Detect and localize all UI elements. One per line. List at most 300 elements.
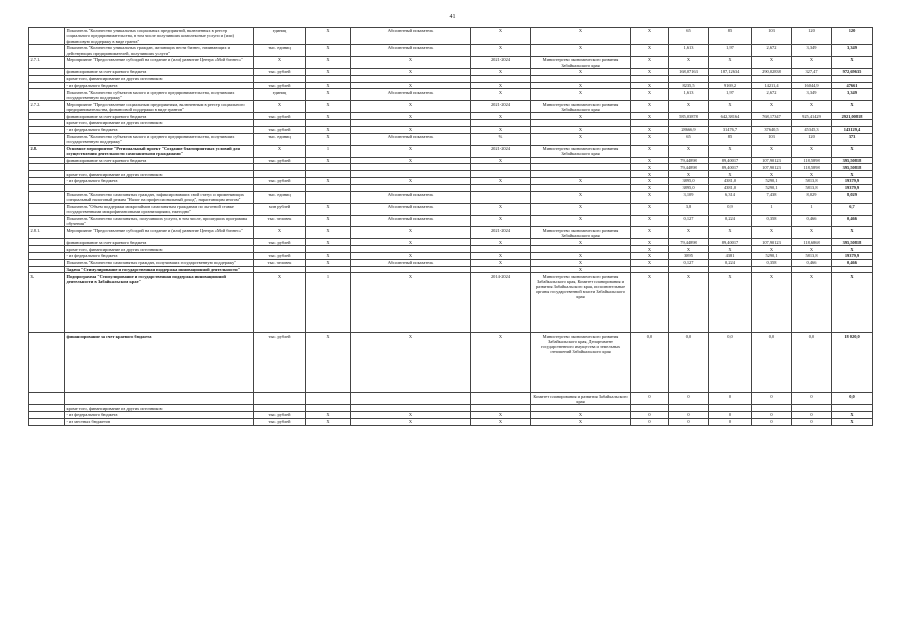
table-row [29, 164, 873, 171]
table-row [29, 178, 873, 185]
row-number-cell [29, 164, 65, 171]
value-cell: 5813,8 [792, 253, 832, 260]
total-cell: X [832, 101, 873, 113]
value-cell: X [631, 191, 669, 203]
executor-cell: X [531, 28, 631, 45]
row-number-cell: 2.7.2. [29, 101, 65, 113]
table-row [29, 273, 873, 333]
value-cell: 2,672 [752, 89, 792, 101]
col-a-cell: X [306, 253, 351, 260]
indicator-type-cell: X [351, 333, 471, 393]
value-cell [752, 405, 792, 412]
col-a-cell: X [306, 82, 351, 89]
value-cell: X [669, 145, 709, 157]
row-number-cell [29, 126, 65, 133]
row-name-cell: Показатель "Количество самозанятых, получивших услуги, в том числе, прошедших программы обучения" [65, 215, 254, 227]
value-cell: 0 [631, 418, 669, 425]
indicator-type-cell [351, 246, 471, 253]
indicator-type-cell: X [351, 253, 471, 260]
indicator-type-cell [351, 393, 471, 405]
indicator-type-cell: X [351, 101, 471, 113]
value-cell: X [792, 101, 832, 113]
value-cell: 0 [709, 393, 752, 405]
indicator-type-cell: Абсолютный показатель [351, 191, 471, 203]
table-row [29, 133, 873, 145]
executor-cell: X [531, 412, 631, 419]
value-cell: 1 [752, 203, 792, 215]
row-name-cell: финансирование за счет краевого бюджета [65, 69, 254, 76]
unit-cell [254, 171, 306, 178]
value-cell: 0,358 [752, 259, 792, 266]
executor-cell: X [531, 259, 631, 266]
indicator-type-cell: X [351, 145, 471, 157]
value-cell: 4381,0 [709, 178, 752, 185]
value-cell: 120 [792, 28, 832, 45]
value-cell: 0,466 [792, 215, 832, 227]
executor-cell: X [531, 191, 631, 203]
value-cell: 103 [752, 28, 792, 45]
period-cell: 2021-2024 [471, 227, 531, 239]
value-cell: 89,40017 [709, 239, 752, 246]
value-cell: 0 [752, 418, 792, 425]
table-row [29, 82, 873, 89]
value-cell: X [752, 57, 792, 69]
total-cell: 972,69635 [832, 69, 873, 76]
table-row [29, 418, 873, 425]
value-cell: X [709, 227, 752, 239]
indicator-type-cell: X [351, 113, 471, 120]
row-number-cell: 2.8.1. [29, 227, 65, 239]
period-cell [471, 120, 531, 127]
value-cell: 5813,8 [792, 178, 832, 185]
value-cell: 118,5898 [792, 164, 832, 171]
total-cell: X [832, 57, 873, 69]
program-table [28, 27, 873, 426]
value-cell: 4381 [709, 253, 752, 260]
indicator-type-cell [351, 120, 471, 127]
table-row [29, 69, 873, 76]
executor-cell: Министерство экономического развития Забайкальского края, Департамент государственного имущества и земельных отношений Забайкальского края [531, 333, 631, 393]
value-cell: X [631, 133, 669, 145]
value-cell: 9169,2 [709, 82, 752, 89]
value-cell: 0,127 [669, 259, 709, 266]
value-cell: X [669, 246, 709, 253]
col-a-cell: X [306, 239, 351, 246]
executor-cell: Министерство экономического развития Забайкальского края [531, 145, 631, 157]
col-a-cell [306, 171, 351, 178]
period-cell [471, 191, 531, 203]
value-cell: 5813,8 [792, 184, 832, 191]
value-cell [669, 75, 709, 82]
unit-cell: тыс. единиц [254, 191, 306, 203]
unit-cell: X [254, 57, 306, 69]
value-cell: X [669, 227, 709, 239]
row-number-cell [29, 69, 65, 76]
value-cell: X [631, 101, 669, 113]
value-cell [631, 75, 669, 82]
indicator-type-cell: X [351, 69, 471, 76]
value-cell: 3,109 [669, 191, 709, 203]
period-cell [471, 246, 531, 253]
indicator-type-cell: X [351, 157, 471, 164]
unit-cell: тыс. рублей [254, 333, 306, 393]
value-cell: 0 [631, 412, 669, 419]
unit-cell [254, 184, 306, 191]
value-cell: 28666,9 [669, 126, 709, 133]
value-cell: X [709, 101, 752, 113]
value-cell: 45345,3 [792, 126, 832, 133]
value-cell: 2,672 [752, 45, 792, 57]
value-cell: X [709, 57, 752, 69]
total-cell: 19379,9 [832, 253, 873, 260]
value-cell: 118,6868 [792, 239, 832, 246]
value-cell: X [631, 171, 669, 178]
executor-cell: X [531, 69, 631, 76]
value-cell: 0,466 [792, 259, 832, 266]
col-a-cell: X [306, 133, 351, 145]
executor-cell: Комитет планирования и развития Забайкальского края [531, 393, 631, 405]
value-cell: 0,224 [709, 215, 752, 227]
value-cell: 16044,9 [792, 82, 832, 89]
row-name-cell: - из федерального бюджета [65, 412, 254, 419]
value-cell [752, 75, 792, 82]
unit-cell: X [254, 273, 306, 333]
col-a-cell: X [306, 126, 351, 133]
row-number-cell [29, 405, 65, 412]
indicator-type-cell [351, 405, 471, 412]
col-a-cell [306, 120, 351, 127]
value-cell [631, 266, 669, 273]
row-number-cell [29, 412, 65, 419]
indicator-type-cell: Абсолютный показатель [351, 45, 471, 57]
row-name-cell: кроме того, финансирование из других источников: [65, 246, 254, 253]
value-cell [631, 120, 669, 127]
row-number-cell: 3. [29, 273, 65, 333]
value-cell: X [631, 69, 669, 76]
executor-cell: X [531, 418, 631, 425]
executor-cell: X [531, 266, 631, 273]
executor-cell: X [531, 45, 631, 57]
row-number-cell [29, 333, 65, 393]
value-cell: 5290,1 [752, 184, 792, 191]
col-a-cell: X [306, 113, 351, 120]
value-cell: 3895 [669, 253, 709, 260]
value-cell: X [709, 145, 752, 157]
indicator-type-cell: X [351, 418, 471, 425]
period-cell: 2021-2024 [471, 57, 531, 69]
value-cell: 120 [792, 133, 832, 145]
period-cell: 2014-2024 [471, 273, 531, 333]
value-cell: 79,44898 [669, 239, 709, 246]
value-cell: 168,07163 [669, 69, 709, 76]
period-cell: 2021-2024 [471, 145, 531, 157]
unit-cell: тыс. рублей [254, 157, 306, 164]
row-name-cell: финансирование за счет краевого бюджета [65, 333, 254, 393]
row-name-cell: Основное мероприятие "Региональный проект "Создание благоприятных условий для осуществления деятельности самозанятыми гражданами" [65, 145, 254, 157]
row-number-cell [29, 215, 65, 227]
row-name-cell: финансирование за счет краевого бюджета [65, 239, 254, 246]
value-cell: X [669, 101, 709, 113]
row-name-cell [65, 393, 254, 405]
value-cell: X [669, 57, 709, 69]
value-cell [669, 266, 709, 273]
period-cell: X [471, 178, 531, 185]
row-name-cell: Показатель "Количество субъектов малого и среднего предпринимательства, получивших государственную поддержку" [65, 133, 254, 145]
row-number-cell [29, 259, 65, 266]
value-cell: 65 [669, 133, 709, 145]
value-cell: 103 [752, 133, 792, 145]
value-cell: 290,02838 [752, 69, 792, 76]
value-cell: X [631, 45, 669, 57]
total-cell [832, 405, 873, 412]
table-row [29, 171, 873, 178]
table-row [29, 157, 873, 164]
value-cell: 0,0 [669, 333, 709, 393]
value-cell: X [752, 273, 792, 333]
indicator-type-cell: Абсолютный показатель [351, 215, 471, 227]
indicator-type-cell: Абсолютный показатель [351, 203, 471, 215]
row-number-cell [29, 253, 65, 260]
period-cell [471, 171, 531, 178]
row-number-cell [29, 246, 65, 253]
col-a-cell: X [306, 69, 351, 76]
period-cell [471, 75, 531, 82]
value-cell: X [631, 215, 669, 227]
value-cell: X [631, 82, 669, 89]
value-cell: X [792, 171, 832, 178]
value-cell: 0,358 [752, 215, 792, 227]
value-cell: X [709, 171, 752, 178]
value-cell: 1,613 [669, 45, 709, 57]
total-cell: X [832, 412, 873, 419]
col-a-cell: X [306, 57, 351, 69]
total-cell: 47661 [832, 82, 873, 89]
table-row [29, 45, 873, 57]
indicator-type-cell [351, 266, 471, 273]
executor-cell [531, 246, 631, 253]
value-cell: X [752, 101, 792, 113]
period-cell: X [471, 333, 531, 393]
unit-cell: тыс. рублей [254, 178, 306, 185]
value-cell: X [631, 184, 669, 191]
executor-cell: Министерство экономического развития Забайкальского края [531, 227, 631, 239]
period-cell: % [471, 133, 531, 145]
executor-cell [531, 75, 631, 82]
row-number-cell [29, 393, 65, 405]
value-cell: X [631, 273, 669, 333]
value-cell [752, 266, 792, 273]
indicator-type-cell: X [351, 239, 471, 246]
value-cell: 0,0 [752, 333, 792, 393]
total-cell: 120 [832, 28, 873, 45]
value-cell: 1,613 [669, 89, 709, 101]
col-a-cell: X [306, 178, 351, 185]
row-number-cell [29, 266, 65, 273]
executor-cell: Министерство экономического развития Забайкальского края [531, 57, 631, 69]
unit-cell: тыс. рублей [254, 239, 306, 246]
value-cell: 0 [669, 418, 709, 425]
value-cell: 0,0 [709, 333, 752, 393]
row-name-cell: Показатель "Количество субъектов малого и среднего предпринимательства, получивших государственную поддержку" [65, 89, 254, 101]
value-cell: X [792, 145, 832, 157]
indicator-type-cell: X [351, 227, 471, 239]
table-body [29, 28, 873, 426]
period-cell [471, 184, 531, 191]
unit-cell: единиц [254, 28, 306, 45]
value-cell: 3,8 [669, 203, 709, 215]
total-cell: 18 020,0 [832, 333, 873, 393]
period-cell [471, 393, 531, 405]
row-number-cell [29, 120, 65, 127]
executor-cell: X [531, 239, 631, 246]
executor-cell: Министерство экономического развития Забайкальского края, Комитет планирования и развития Забайкальского края, исполнительные органы государственной власти Забайкальского края [531, 273, 631, 333]
value-cell [792, 75, 832, 82]
value-cell: 3895,0 [669, 184, 709, 191]
period-cell: X [471, 259, 531, 266]
row-number-cell [29, 113, 65, 120]
value-cell: 0 [792, 418, 832, 425]
total-cell: 19379,9 [832, 178, 873, 185]
executor-cell [531, 171, 631, 178]
table-row [29, 405, 873, 412]
row-number-cell [29, 418, 65, 425]
value-cell: 0,127 [669, 215, 709, 227]
row-name-cell: Показатель "Количество уникальных социальных предприятий, включенных в реестр социального предпринимательства, в том числе получивших комплексные услуги и (или) финансовую поддержку в виде гранта" [65, 28, 254, 45]
value-cell: 327,47 [792, 69, 832, 76]
unit-cell [254, 405, 306, 412]
row-name-cell: Мероприятие "Предоставление субсидий на создание и (или) развитие Центра «Мой бизнес»" [65, 227, 254, 239]
total-cell [832, 266, 873, 273]
value-cell: 4381,0 [709, 184, 752, 191]
col-a-cell: X [306, 259, 351, 266]
unit-cell [254, 266, 306, 273]
value-cell [709, 266, 752, 273]
value-cell: 107,90123 [752, 157, 792, 164]
value-cell: 768,17347 [752, 113, 792, 120]
col-a-cell: X [306, 227, 351, 239]
indicator-type-cell [351, 75, 471, 82]
row-number-cell [29, 191, 65, 203]
value-cell: 118,5898 [792, 157, 832, 164]
period-cell: X [471, 412, 531, 419]
value-cell: 0 [752, 393, 792, 405]
executor-cell: X [531, 133, 631, 145]
unit-cell [254, 164, 306, 171]
unit-cell: тыс. рублей [254, 253, 306, 260]
total-cell: X [832, 145, 873, 157]
value-cell: X [631, 253, 669, 260]
period-cell: X [471, 203, 531, 215]
value-cell: X [752, 246, 792, 253]
row-name-cell [65, 164, 254, 171]
total-cell: X [832, 227, 873, 239]
total-cell [832, 120, 873, 127]
col-a-cell: X [306, 28, 351, 45]
total-cell: 8,029 [832, 191, 873, 203]
value-cell: X [669, 171, 709, 178]
table-row [29, 28, 873, 45]
table-row [29, 101, 873, 113]
total-cell: 373 [832, 133, 873, 145]
value-cell: X [752, 227, 792, 239]
table-row [29, 246, 873, 253]
indicator-type-cell: Абсолютный показатель [351, 28, 471, 45]
value-cell: 5290,1 [752, 178, 792, 185]
executor-cell: Министерство экономического развития Забайкальского края [531, 101, 631, 113]
unit-cell: X [254, 227, 306, 239]
col-a-cell: X [306, 45, 351, 57]
executor-cell [531, 120, 631, 127]
indicator-type-cell [351, 164, 471, 171]
value-cell: 65 [669, 28, 709, 45]
indicator-type-cell: X [351, 273, 471, 333]
row-number-cell: 2.8. [29, 145, 65, 157]
row-number-cell [29, 28, 65, 45]
period-cell: X [471, 82, 531, 89]
period-cell: 2021-2024 [471, 101, 531, 113]
row-name-cell: - из федерального бюджета [65, 82, 254, 89]
unit-cell: X [254, 145, 306, 157]
row-number-cell [29, 184, 65, 191]
table-row [29, 191, 873, 203]
value-cell: X [792, 246, 832, 253]
value-cell [669, 120, 709, 127]
row-name-cell: - из федерального бюджета [65, 253, 254, 260]
value-cell [792, 266, 832, 273]
col-a-cell [306, 191, 351, 203]
total-cell: 6,7 [832, 203, 873, 215]
unit-cell: единиц [254, 89, 306, 101]
value-cell: X [709, 246, 752, 253]
col-a-cell [306, 184, 351, 191]
value-cell: 0 [709, 418, 752, 425]
total-cell: 395,50818 [832, 239, 873, 246]
value-cell: 0 [792, 393, 832, 405]
row-name-cell: Показатель "Количество самозанятых граждан, получивших государственную поддержку" [65, 259, 254, 266]
value-cell: 3,349 [792, 89, 832, 101]
total-cell: 0,466 [832, 215, 873, 227]
value-cell: 5290,1 [752, 253, 792, 260]
period-cell [471, 405, 531, 412]
value-cell: X [792, 273, 832, 333]
row-name-cell: кроме того, финансирование из других источников: [65, 405, 254, 412]
value-cell: 8,029 [792, 191, 832, 203]
table-row [29, 120, 873, 127]
total-cell [832, 75, 873, 82]
total-cell: 3,349 [832, 89, 873, 101]
unit-cell [254, 75, 306, 82]
col-a-cell [306, 246, 351, 253]
total-cell: X [832, 246, 873, 253]
value-cell [669, 405, 709, 412]
value-cell: X [631, 259, 669, 266]
row-number-cell [29, 45, 65, 57]
value-cell: 107,90123 [752, 239, 792, 246]
executor-cell [531, 405, 631, 412]
value-cell: X [631, 89, 669, 101]
value-cell: 1 [792, 203, 832, 215]
col-a-cell: X [306, 412, 351, 419]
table-row [29, 89, 873, 101]
table-row [29, 333, 873, 393]
executor-cell [531, 157, 631, 164]
period-cell: X [471, 253, 531, 260]
value-cell: X [709, 273, 752, 333]
total-cell: X [832, 418, 873, 425]
table-row [29, 184, 873, 191]
value-cell: X [669, 273, 709, 333]
row-name-cell: кроме того, финансирование из других источников: [65, 171, 254, 178]
